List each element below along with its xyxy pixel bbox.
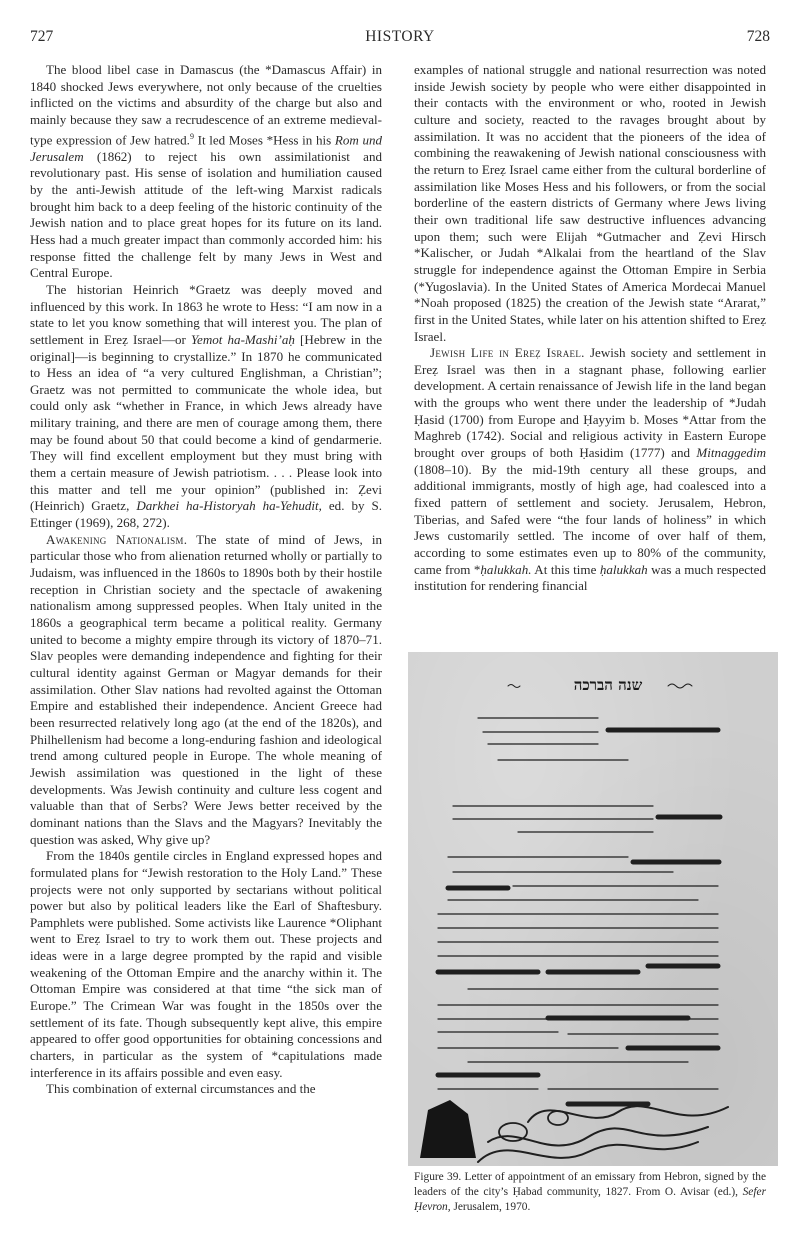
paragraph-national-struggle: examples of national struggle and national resurrection was noted inside Jewish society by people who were either disappointed in their contacts with the environment or who, rooted in Jewish culture and society, reacted to the ravages brought about by assimilation. It was no accident that the pioneers of the idea of combining the reawakening of Jewish national consciousness with the return to Ereẓ Israel came either from the cultural borderline of assimilation like Moses Hess and his followers, or from the social borderline of the eastern districts of Germany where Jews living their own traditional life saw destructive influences advancing upon them; such were Elijah *Gutmacher and Ẓevi Hirsch *Kalischer, or Judah *Alkalai from the heartland of the Slav struggle for independence against the Ottoman Empire in Serbia (*Yugoslavia). In the United States of America Mordecai Manuel *Noah proposed (1825) the creation of the Jewish state “Ararat,” first in the United States, while later on his attention shifted to Ereẓ Israel. [414,62,766,344]
section-heading-awakening-nationalism: Awakening Nationalism. [46,531,188,547]
left-column [30,62,382,1098]
svg-text:שנה הברכה: שנה הברכה [573,676,643,694]
section-heading-jewish-life: Jewish Life in Ereẓ Israel. [430,345,585,361]
paragraph-jewish-life-erez-israel: Jewish Life in Ereẓ Israel. Jewish society and settlement in Ereẓ Israel was then in a stagnant phase, following earlier development. A certain renaissance of Jewish life in the land began with the groups who went there under the leadership of *Judah Ḥasid (1700) from Europe and Ḥayyim b. Moses *Attar from the Maghreb (1742). Social and religious activity in Eastern Europe brought over groups of both Ḥasidim (1777) and Mitnaggedim (1808–10). By the mid-19th century all these groups, and additional immigrants, mostly of high age, had coalesced into a fixed pattern of settlement and society. Jerusalem, Hebron, Tiberias, and Safed were “the four lands of holiness” in which Jews customarily settled. The income of over half of them, according to some estimates even up to 80% of the community, came from *ḥalukkah. At this time ḥalukkah was a much respected institution for rendering financial [414,345,767,594]
footnote-marker: 9 [189,131,194,141]
figure-caption: Figure 39. Letter of appointment of an emissary from Hebron, signed by the leaders of the city’s Ḥabad community, 1827. From O. Avisar (ed.), Sefer Ḥevron, Jerusalem, 1970. [414,1171,766,1213]
running-head: HISTORY [365,28,435,45]
paragraph-graetz: The historian Heinrich *Graetz was deeply moved and influenced by this work. In 1863 he wrote to Hess: “I am now in a state to let you know something that will interest you. The plan of settlement in Ereẓ Israel—or Yemot ha-Mashi’aḥ [Hebrew in the original]—is beginning to crystallize.” In 1870 he communicated to Hess an idea of “a very cultured Englishman, a Christian”; Graetz was not permitted to communicate the whole idea, but could only ask “whether in France, in which Jews already have military training, and there are men of courage among them, there may be found about 50 that could become a kind of gendarmerie. They will find excellent employment but they must bring with them a certain measure of Jewish patriotism. . . . Please look into this matter and tell me your opinion” (published in: Ẓevi (Heinrich) Graetz, Darkhei ha-Historyah ha-Yehudit, ed. by S. Ettinger (1969), 268, 272). [30,281,382,531]
page-header [30,28,770,50]
page-number-left: 727 [30,28,54,45]
page-number-right: 728 [746,28,770,45]
right-column [414,62,766,595]
paragraph-damascus-affair: The blood libel case in Damascus (the *Damascus Affair) in 1840 shocked Jews everywhere, not only because of the cruelties inflicted on the victims and absurdity of the charge but also and mainly because they saw a recrudescence of an extreme medieval-type expression of Jew hatred.$^9$ It led Moses *Hess in his Rom und Jerusalem (1862) to reject his own assimilationist and revolutionary past. His sense of isolation and humiliation caused by the anti-Jewish attitude of the left-wing Marxist radicals brought him back to a deep feeling of the historic continuity of the Jewish nation and to place great hopes for its future on its land. Hess had a much greater impact than commonly accorded him: his response fitted the challenge felt by many Jews in West and Central Europe. [30,62,383,281]
figure-letter-of-appointment [408,652,778,1166]
paragraph-england-restoration: From the 1840s gentile circles in England expressed hopes and formulated plans for “Jewish restoration to the Holy Land.” These projects were not only supported by sectarians without political power but also by political leaders like the Earl of Shaftesbury. Pamphlets were published. Some activists like Laurence *Oliphant went to Ereẓ Israel to try to work them out. These projects and ideas were in a large degree prompted by the rapid and visible weakening of the Ottoman Empire and the anarchy within it. The Ottoman Empire was considered at that time “the sick man of Europe.” The Crimean War was fought in the 1850s over the settlement of its fate. Though subsequently kept alive, this empire appeared to offer good opportunities for obtaining concessions and charters, in particular as the system of *capitulations made interference in its affairs possible and even easy. [30,848,382,1080]
paragraph-awakening-nationalism: Awakening Nationalism. The state of mind of Jews, in particular those who from alienation returned wholly or partially to Judaism, was influenced in the 1860s to 1890s both by their hostile reception in Christian society and the spectacle of awakening nationalism among suppressed peoples. When Italy united in the 1860s a geographical term became a political reality. Germany united to become a mighty empire through its victory of 1870–71. Slav peoples were demanding independence and fighting for their cultural identity against German or Magyar demands for their assimilation. Other Slav nations had revolted against the Ottoman Empire and established their independence. Ancient Greece had been resurrected relatively long ago (at the end of the 1820s), and Philhellenism had become a long-enduring fashion and ideological trend among cultured people in Europe. The whole meaning of Jewish assimilation was questioned in the light of these developments. Was Jewish continuity and culture less cogent and valuable than that of Serbs? Were Jews better received by the dominant nations than the Slavs and the Magyars? Inevitably the question was asked, Why give up? [30,531,382,847]
paragraph-combination: This combination of external circumstances and the [46,1081,316,1097]
seal-stamp-icon [420,1100,476,1158]
handwritten-letter-image [408,652,778,1166]
